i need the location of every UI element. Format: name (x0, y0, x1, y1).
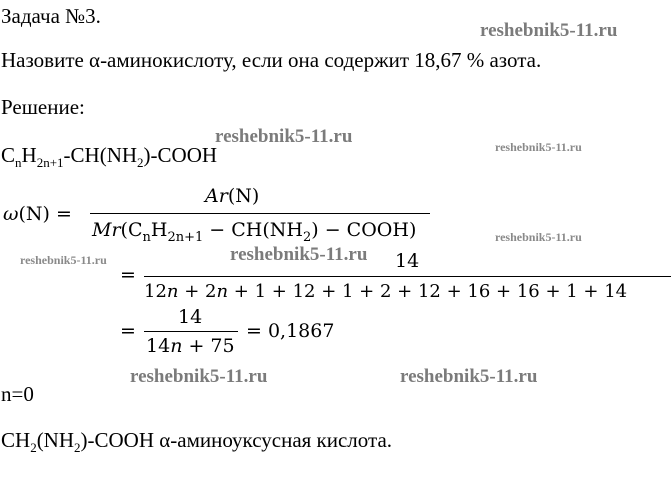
fraction3-numerator: 14 (178, 306, 203, 328)
ar-arg: (N) (227, 185, 260, 207)
n-variable: n (166, 281, 179, 302)
den-part: 14 (146, 335, 171, 357)
formula-subscript: 2n+1 (36, 155, 64, 170)
den-part: (C (120, 219, 143, 241)
mr-symbol: Mr (92, 219, 121, 241)
general-formula (1, 143, 217, 170)
n-variable: n (216, 281, 229, 302)
formula-subscript: n (15, 155, 22, 170)
question-text: Назовите α-аминокислоту, если она содержит 18,67 % азота. (1, 48, 542, 72)
den-part: + 1 + 12 + 1 + 2 + 12 + 16 + 16 + 1 + 14 (228, 281, 628, 302)
den-part: H (150, 219, 168, 241)
solution-label: Решение: (1, 95, 85, 119)
equals-sign: = (120, 320, 136, 342)
ar-symbol: Ar (205, 185, 228, 207)
answer-text (1, 428, 392, 455)
watermark: reshebnik5-11.ru (480, 20, 618, 41)
watermark: reshebnik5-11.ru (230, 244, 368, 265)
fraction3-denominator (146, 335, 235, 357)
n-variable: n (170, 335, 183, 357)
watermark: reshebnik5-11.ru (130, 366, 268, 387)
fraction2-numerator: 14 (395, 250, 420, 272)
den-part: + 75 (182, 335, 235, 357)
fraction1-denominator (92, 219, 416, 244)
den-subscript: n (142, 230, 151, 245)
answer-subscript: 2 (74, 440, 81, 455)
omega-lhs (3, 203, 72, 225)
formula-subscript: 2 (137, 155, 144, 170)
fraction1-numerator (205, 185, 259, 207)
result-value: = 0,1867 (246, 320, 335, 342)
equals-sign: = (120, 264, 136, 286)
fraction2-bar (144, 276, 671, 277)
den-part: + 2 (178, 281, 217, 302)
den-subscript: 2 (302, 230, 312, 245)
omega-symbol: ω (3, 203, 19, 225)
watermark: reshebnik5-11.ru (215, 126, 353, 147)
watermark: reshebnik5-11.ru (495, 140, 582, 154)
answer-part: )-COOH α-аминоуксусная кислота. (80, 428, 393, 452)
formula-part: H (21, 143, 37, 167)
answer-subscript: 2 (30, 440, 37, 455)
den-part: − CH(NH (203, 219, 303, 241)
fraction1-bar (90, 213, 430, 214)
fraction2-denominator (144, 281, 627, 303)
watermark: reshebnik5-11.ru (20, 253, 107, 267)
answer-part: CH (1, 428, 31, 452)
n-value: n=0 (1, 382, 34, 406)
fraction3-bar (144, 331, 238, 332)
den-part: 12 (144, 281, 167, 302)
task-heading: Задача №3. (1, 4, 101, 28)
answer-part: (NH (36, 428, 75, 452)
formula-part: )-COOH (143, 143, 218, 167)
den-subscript: 2n+1 (167, 230, 204, 245)
watermark: reshebnik5-11.ru (400, 366, 538, 387)
formula-part: -CH(NH (63, 143, 138, 167)
den-part: ) − COOH) (311, 219, 417, 241)
formula-part: C (1, 143, 16, 167)
omega-arg: (N) = (18, 203, 72, 225)
watermark: reshebnik5-11.ru (495, 230, 582, 244)
